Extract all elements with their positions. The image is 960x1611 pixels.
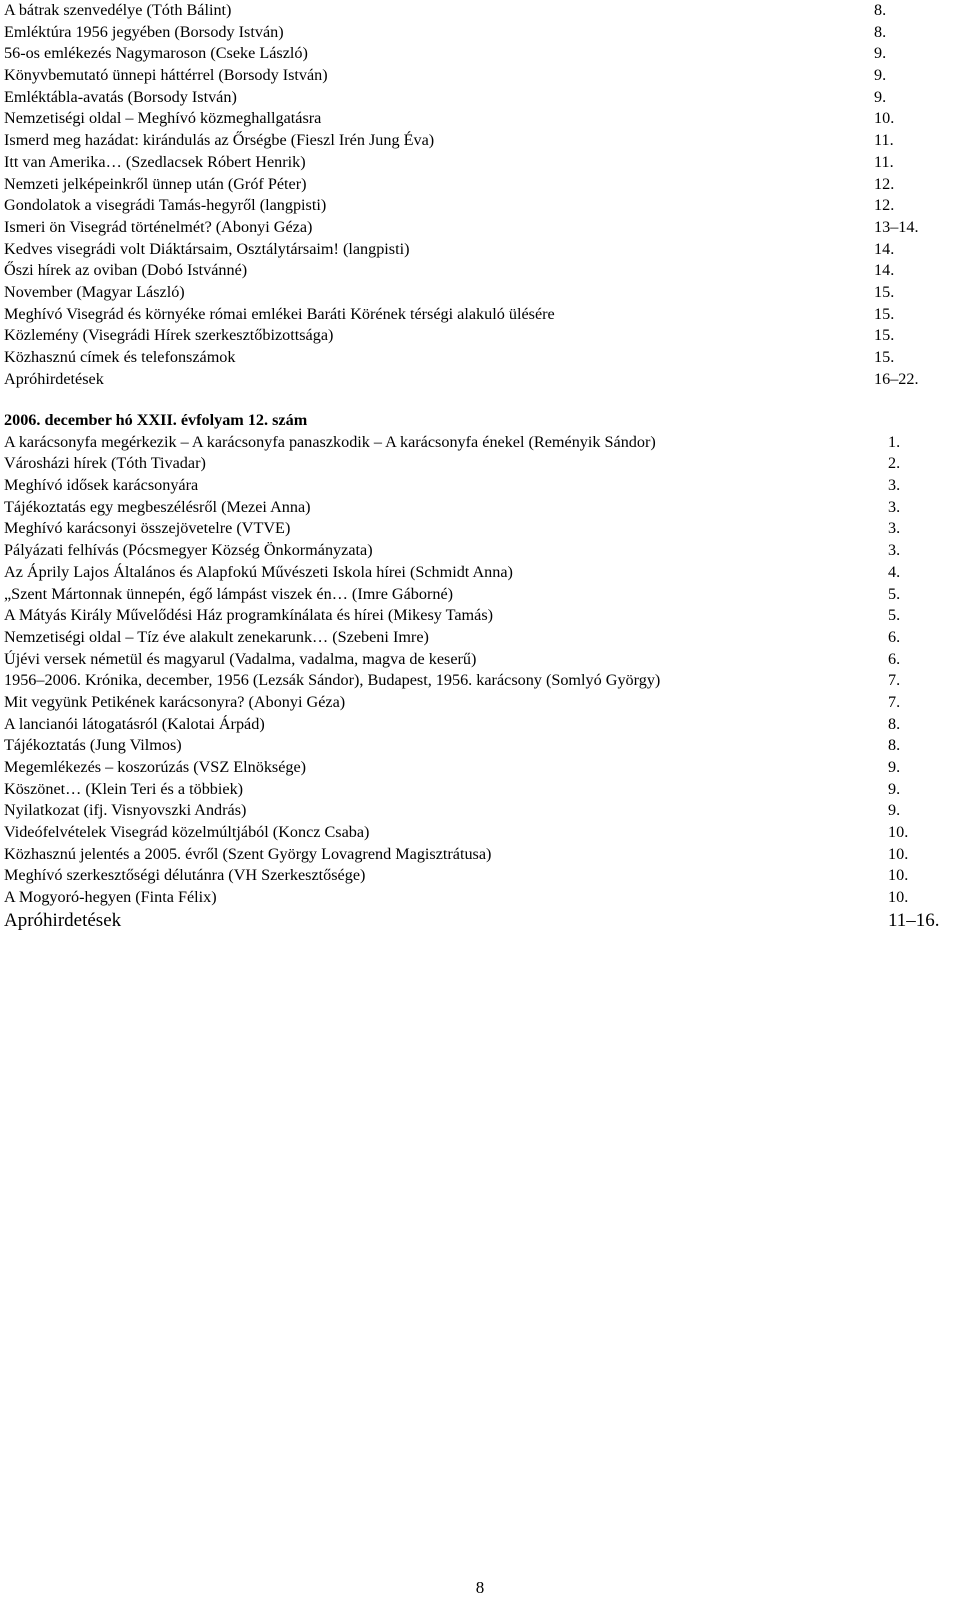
- toc-entry-title: Nemzeti jelképeinkről ünnep után (Gróf Péter): [4, 174, 307, 193]
- toc-entry: [4, 217, 956, 239]
- toc-entry: [4, 584, 956, 606]
- toc-entry-page: 12.: [874, 174, 895, 193]
- toc-entry-title: Meghívó idősek karácsonyára: [4, 476, 199, 495]
- toc-entry-title: Kedves visegrádi volt Diáktársaim, Osztálytársaim! (langpisti): [4, 239, 410, 258]
- toc-entry-title: Közhasznú jelentés a 2005. évről (Szent György Lovagrend Magisztrátusa): [4, 844, 492, 863]
- toc-entry: [4, 909, 956, 933]
- toc-entry-page: 1.: [888, 432, 901, 451]
- toc-entry-title: Közlemény (Visegrádi Hírek szerkesztőbizottsága): [4, 326, 334, 345]
- toc-entry-page: 2.: [888, 454, 901, 473]
- toc-entry-title: Ismeri ön Visegrád történelmét? (Abonyi Géza): [4, 217, 313, 236]
- toc-entry-title: Emléktábla-avatás (Borsody István): [4, 87, 237, 106]
- toc-entry-title: A lancianói látogatásról (Kalotai Árpád): [4, 714, 265, 733]
- toc-entry-page: 3.: [888, 476, 901, 495]
- toc-entry-page: 12.: [874, 196, 895, 215]
- toc-entry-title: Tájékoztatás egy megbeszélésről (Mezei Anna): [4, 497, 311, 516]
- toc-entry: [4, 865, 956, 887]
- toc-entry-title: Nemzetiségi oldal – Meghívó közmeghallgatásra: [4, 109, 322, 128]
- toc-entry-page: 9.: [874, 87, 887, 106]
- toc-entry-page: 3.: [888, 497, 901, 516]
- toc-entry-title: 56-os emlékezés Nagymaroson (Cseke László): [4, 44, 308, 63]
- toc-entry: [4, 627, 956, 649]
- toc-entry-page: 14.: [874, 261, 895, 280]
- toc-entry: [4, 475, 956, 497]
- toc-entry-title: Városházi hírek (Tóth Tivadar): [4, 454, 206, 473]
- toc-entry-title: Köszönet… (Klein Teri és a többiek): [4, 779, 244, 798]
- toc-entry-page: 10.: [888, 866, 909, 885]
- toc-entry-title: Az Áprily Lajos Általános és Alapfokú Művészeti Iskola hírei (Schmidt Anna): [4, 562, 513, 581]
- page-number: 8: [475, 1578, 485, 1597]
- toc-entry-title: November (Magyar László): [4, 282, 185, 301]
- toc-entry-title: A Mátyás Király Művelődési Ház programkínálata és hírei (Mikesy Tamás): [4, 606, 494, 625]
- toc-entry-page: 16–22.: [874, 369, 919, 388]
- toc-entry-title: A Mogyoró-hegyen (Finta Félix): [4, 888, 217, 907]
- toc-entry: [4, 692, 956, 714]
- toc-entry-title: A karácsonyfa megérkezik – A karácsonyfa panaszkodik – A karácsonyfa énekel (Reményik Sándor): [4, 432, 656, 451]
- toc-entry: [4, 714, 956, 736]
- toc-entry: [4, 844, 956, 866]
- toc-entry-page: 9.: [888, 801, 901, 820]
- toc-entry: [4, 304, 956, 326]
- toc-entry-page: 10.: [888, 888, 909, 907]
- toc-entry-page: 3.: [888, 541, 901, 560]
- toc-entry: [4, 239, 956, 261]
- toc-entry-page: 4.: [888, 562, 901, 581]
- toc-entry-title: Újévi versek németül és magyarul (Vadalma, vadalma, magva de keserű): [4, 649, 477, 668]
- toc-entry: [4, 347, 956, 369]
- toc-entry-page: 13–14.: [874, 217, 919, 236]
- toc-entry-title: Pályázati felhívás (Pócsmegyer Község Önkormányzata): [4, 541, 373, 560]
- toc-entry-page: 9.: [888, 758, 901, 776]
- toc-entry-page: 5.: [888, 584, 901, 603]
- toc-entry-page: 5.: [888, 606, 901, 625]
- toc-entry-title: Megemlékezés – koszorúzás (VSZ Elnöksége): [4, 758, 307, 776]
- toc-entry-title: Közhasznú címek és telefonszámok: [4, 348, 236, 366]
- toc-entry-title: Videófelvételek Visegrád közelmúltjából (Koncz Csaba): [4, 823, 370, 842]
- toc-entry-title: Apróhirdetések: [4, 909, 122, 931]
- toc-entry: [4, 130, 956, 152]
- toc-entry-title: Itt van Amerika… (Szedlacsek Róbert Henrik): [4, 152, 306, 171]
- toc-entry-page: 9.: [888, 779, 901, 798]
- toc-entry-page: 8.: [874, 22, 887, 41]
- toc-entry-page: 8.: [874, 1, 887, 19]
- toc-entry-page: 15.: [874, 326, 895, 345]
- toc-entry-title: Meghívó szerkesztőségi délutánra (VH Szerkesztősége): [4, 866, 366, 885]
- toc-entry-page: 15.: [874, 304, 895, 323]
- toc-entry: [4, 670, 956, 692]
- toc-entry-page: 14.: [874, 239, 895, 258]
- toc-entry-title: A bátrak szenvedélye (Tóth Bálint): [4, 1, 232, 19]
- table-of-contents-previous-issue: [4, 0, 956, 390]
- toc-entry-page: 10.: [888, 844, 909, 863]
- toc-entry: [4, 735, 956, 757]
- toc-entry-page: 8.: [888, 714, 901, 733]
- toc-entry-page: 8.: [888, 736, 901, 755]
- toc-entry-page: 11.: [874, 131, 894, 150]
- toc-entry-title: Mit vegyünk Petikének karácsonyra? (Abonyi Géza): [4, 692, 346, 711]
- toc-entry: [4, 22, 956, 44]
- toc-entry-page: 9.: [874, 66, 887, 85]
- toc-entry: [4, 369, 956, 391]
- toc-entry: [4, 562, 956, 584]
- toc-entry-page: 6.: [888, 649, 901, 668]
- toc-entry: [4, 260, 956, 282]
- toc-entry-page: 7.: [888, 692, 901, 711]
- toc-entry: [4, 195, 956, 217]
- toc-entry-title: „Szent Mártonnak ünnepén, égő lámpást viszek én… (Imre Gáborné): [4, 584, 454, 603]
- toc-entry-page: 11–16.: [888, 909, 940, 931]
- toc-entry: [4, 174, 956, 196]
- toc-entry: [4, 0, 956, 22]
- toc-entry-title: Meghívó karácsonyi összejövetelre (VTVE): [4, 519, 291, 538]
- toc-entry-title: Tájékoztatás (Jung Vilmos): [4, 736, 182, 755]
- toc-entry-title: 1956–2006. Krónika, december, 1956 (Lezsák Sándor), Budapest, 1956. karácsony (Somlyó György): [4, 671, 661, 690]
- toc-entry: [4, 649, 956, 671]
- toc-entry: [4, 497, 956, 519]
- toc-entry-title: Ismerd meg hazádat: kirándulás az Őrségbe (Fieszl Irén Jung Éva): [4, 131, 435, 150]
- toc-entry-page: 9.: [874, 44, 887, 63]
- toc-entry: [4, 605, 956, 627]
- toc-entry: [4, 325, 956, 347]
- toc-entry-title: Gondolatok a visegrádi Tamás-hegyről (langpisti): [4, 196, 327, 215]
- toc-entry-title: Őszi hírek az oviban (Dobó Istvánné): [4, 261, 248, 280]
- toc-entry: [4, 282, 956, 304]
- toc-entry: [4, 432, 956, 454]
- issue-heading: 2006. december hó XXII. évfolyam 12. szám: [4, 411, 308, 429]
- toc-entry-title: Apróhirdetések: [4, 369, 104, 388]
- toc-entry-page: 10.: [874, 109, 895, 128]
- toc-entry-title: Könyvbemutató ünnepi háttérrel (Borsody István): [4, 66, 328, 85]
- toc-entry-page: 15.: [874, 348, 895, 366]
- toc-entry-title: Meghívó Visegrád és környéke római emlékei Baráti Körének térségi alakuló ülésére: [4, 304, 555, 323]
- toc-entry: [4, 453, 956, 475]
- toc-entry: [4, 540, 956, 562]
- toc-entry: [4, 87, 956, 109]
- toc-entry: [4, 779, 956, 801]
- toc-entry-page: 11.: [874, 152, 894, 171]
- toc-entry: [4, 822, 956, 844]
- toc-entry-page: 7.: [888, 671, 901, 690]
- toc-entry: [4, 152, 956, 174]
- toc-entry: [4, 757, 956, 779]
- toc-entry: [4, 887, 956, 909]
- toc-entry: [4, 800, 956, 822]
- toc-entry: [4, 518, 956, 540]
- toc-entry-page: 15.: [874, 282, 895, 301]
- toc-entry-title: Emléktúra 1956 jegyében (Borsody István): [4, 22, 284, 41]
- toc-entry: [4, 43, 956, 65]
- toc-entry-page: 6.: [888, 627, 901, 646]
- toc-entry: [4, 65, 956, 87]
- table-of-contents-december-issue: [4, 410, 956, 933]
- toc-entry-page: 10.: [888, 823, 909, 842]
- toc-entry-title: Nyilatkozat (ifj. Visnyovszki András): [4, 801, 247, 820]
- toc-entry-page: 3.: [888, 519, 901, 538]
- toc-entry: [4, 108, 956, 130]
- toc-entry-title: Nemzetiségi oldal – Tíz éve alakult zenekarunk… (Szebeni Imre): [4, 627, 429, 646]
